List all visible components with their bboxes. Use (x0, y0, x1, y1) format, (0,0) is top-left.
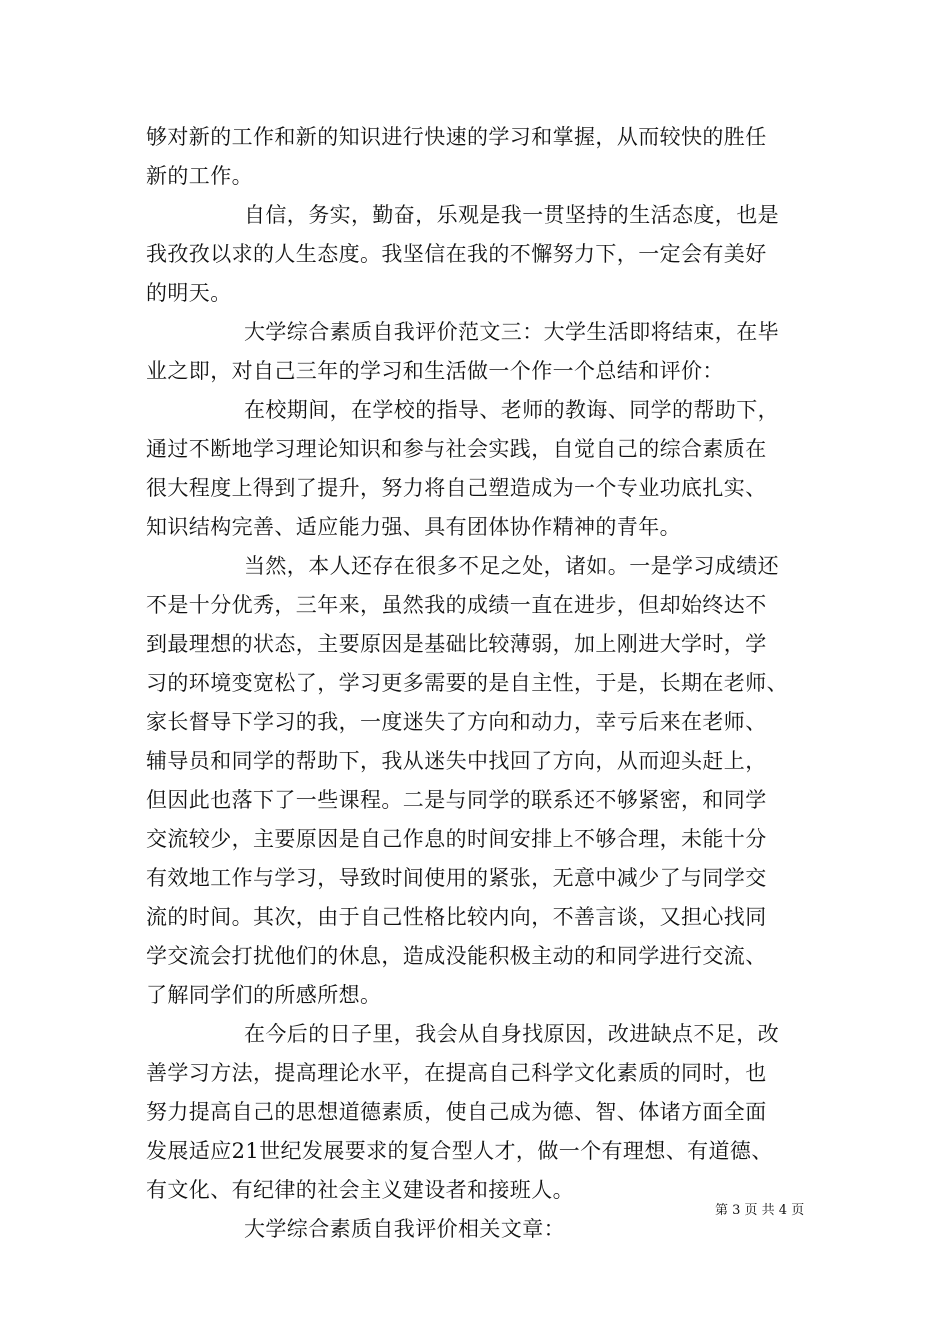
paragraph-start-line: 在今后的日子里，我会从自身找原因，改进缺点不足，改 (244, 1022, 779, 1046)
text-line: 交流较少，主要原因是自己作息的时间安排上不够合理，未能十分 (146, 827, 767, 851)
paragraph-start-line: 大学综合素质自我评价相关文章： (244, 1217, 565, 1241)
body-text (146, 118, 818, 1249)
text-line: 善学习方法，提高理论水平，在提高自己科学文化素质的同时，也 (146, 1061, 767, 1085)
text-line: 业之即，对自己三年的学习和生活做一个作一个总结和评价： (146, 359, 724, 383)
text-line: 的明天。 (146, 281, 232, 305)
paragraph-start-line: 自信，务实，勤奋，乐观是我一贯坚持的生活态度，也是 (244, 203, 779, 227)
text-line: 不是十分优秀，三年来，虽然我的成绩一直在进步，但却始终达不 (146, 593, 767, 617)
text-line: 学交流会打扰他们的休息，造成没能积极主动的和同学进行交流、 (146, 944, 767, 968)
paragraph-start-line: 当然，本人还存在很多不足之处，诸如。一是学习成绩还 (244, 554, 779, 578)
paragraph-start-line: 大学综合素质自我评价范文三：大学生活即将结束，在毕 (244, 320, 779, 344)
paragraph-start-line: 在校期间，在学校的指导、老师的教诲、同学的帮助下， (244, 398, 779, 422)
text-line: 家长督导下学习的我，一度迷失了方向和动力，幸亏后来在老师、 (146, 710, 767, 734)
text-line: 知识结构完善、适应能力强、具有团体协作精神的青年。 (146, 515, 681, 539)
text-line: 辅导员和同学的帮助下，我从迷失中找回了方向，从而迎头赶上， (146, 749, 767, 773)
text-line: 我孜孜以求的人生态度。我坚信在我的不懈努力下，一定会有美好 (146, 242, 767, 266)
text-line: 但因此也落下了一些课程。二是与同学的联系还不够紧密，和同学 (146, 788, 767, 812)
text-line: 流的时间。其次，由于自己性格比较内向，不善言谈，又担心找同 (146, 905, 767, 929)
text-line: 有效地工作与学习，导致时间使用的紧张，无意中减少了与同学交 (146, 866, 767, 890)
text-line: 够对新的工作和新的知识进行快速的学习和掌握，从而较快的胜任 (146, 125, 767, 149)
text-line: 通过不断地学习理论知识和参与社会实践，自觉自己的综合素质在 (146, 437, 767, 461)
text-line: 有文化、有纪律的社会主义建设者和接班人。 (146, 1178, 574, 1202)
text-line: 努力提高自己的思想道德素质，使自己成为德、智、体诸方面全面 (146, 1100, 767, 1124)
page-number-footer: 第 3 页 共 4 页 (715, 1203, 805, 1218)
text-line: 新的工作。 (146, 164, 253, 188)
text-line: 了解同学们的所感所想。 (146, 983, 382, 1007)
text-line: 发展适应21世纪发展要求的复合型人才，做一个有理想、有道德、 (146, 1139, 773, 1163)
text-line: 很大程度上得到了提升，努力将自己塑造成为一个专业功底扎实、 (146, 476, 767, 500)
text-line: 习的环境变宽松了，学习更多需要的是自主性，于是，长期在老师、 (146, 671, 788, 695)
text-line: 到最理想的状态，主要原因是基础比较薄弱，加上刚进大学时，学 (146, 632, 767, 656)
